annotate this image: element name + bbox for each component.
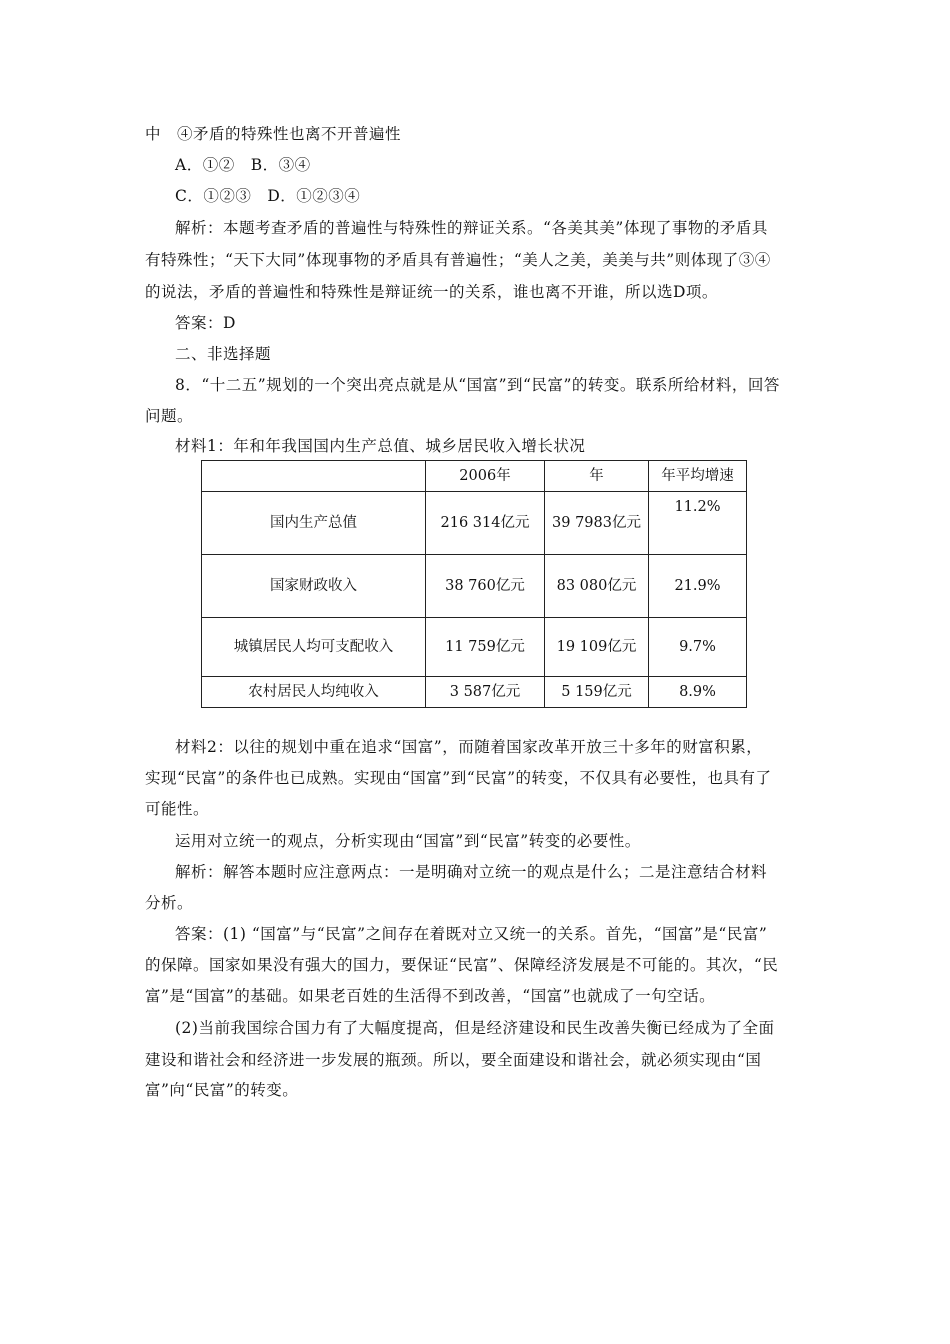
table-row <box>202 492 747 555</box>
question-line: 8．“十二五”规划的一个突出亮点就是从“国富”到“民富”的转变。联系所给材料，回答 <box>175 376 780 394</box>
row-label: 城镇居民人均可支配收入 <box>202 618 426 677</box>
cell-value: 38 760亿元 <box>426 555 545 618</box>
table-header-cell: 2006年 <box>426 461 545 492</box>
cell-value: 216 314亿元 <box>426 492 545 555</box>
table-header-cell <box>202 461 426 492</box>
answer-line: 富”向“民富”的转变。 <box>145 1081 299 1099</box>
cell-rate: 11.2% <box>649 492 747 555</box>
cell-rate: 9.7% <box>649 618 747 677</box>
material-line: 实现“民富”的条件也已成熟。实现由“国富”到“民富”的转变，不仅具有必要性，也具有了 <box>145 769 772 787</box>
analysis-line: 有特殊性；“天下大同”体现事物的矛盾具有普遍性；“美人之美，美美与共”则体现了③④ <box>145 251 771 269</box>
row-label: 农村居民人均纯收入 <box>202 677 426 708</box>
material-caption: 材料1：年和年我国国内生产总值、城乡居民收入增长状况 <box>175 437 586 455</box>
section-heading: 二、非选择题 <box>175 345 272 363</box>
answer-line: 建设和谐社会和经济进一步发展的瓶颈。所以，要全面建设和谐社会，就必须实现由“国 <box>145 1051 762 1069</box>
cell-value: 19 109亿元 <box>545 618 649 677</box>
question-line: 问题。 <box>145 407 194 425</box>
question-line: 运用对立统一的观点，分析实现由“国富”到“民富”转变的必要性。 <box>175 832 641 850</box>
table-row <box>202 677 747 708</box>
cell-value: 11 759亿元 <box>426 618 545 677</box>
table-row <box>202 555 747 618</box>
analysis-line: 分析。 <box>145 894 194 912</box>
row-label: 国家财政收入 <box>202 555 426 618</box>
option-line: A．①② B．③④ <box>175 156 311 174</box>
answer-line: 答案：(1) “国富”与“民富”之间存在着既对立又统一的关系。首先，“国富”是“民富” <box>175 925 768 943</box>
answer-line: 的保障。国家如果没有强大的国力，要保证“民富”、保障经济发展是不可能的。其次，“民 <box>145 956 779 974</box>
answer-line: (2)当前我国综合国力有了大幅度提高，但是经济建设和民生改善失衡已经成为了全面 <box>175 1019 775 1037</box>
text-line: 中 ④矛盾的特殊性也离不开普遍性 <box>145 125 402 143</box>
analysis-line: 解析：解答本题时应注意两点：一是明确对立统一的观点是什么；二是注意结合材料 <box>175 863 768 881</box>
answer-line: 答案：D <box>175 314 236 332</box>
cell-value: 5 159亿元 <box>545 677 649 708</box>
table-row <box>202 618 747 677</box>
table-header-cell: 年平均增速 <box>649 461 747 492</box>
table-header-cell: 年 <box>545 461 649 492</box>
cell-value: 39 7983亿元 <box>545 492 649 555</box>
answer-line: 富”是“国富”的基础。如果老百姓的生活得不到改善，“国富”也就成了一句空话。 <box>145 987 716 1005</box>
table-header-row <box>202 461 747 492</box>
cell-value: 3 587亿元 <box>426 677 545 708</box>
cell-rate: 8.9% <box>649 677 747 708</box>
data-table <box>201 460 747 708</box>
cell-rate: 21.9% <box>649 555 747 618</box>
option-line: C．①②③ D．①②③④ <box>175 187 361 205</box>
analysis-line: 解析：本题考查矛盾的普遍性与特殊性的辩证关系。“各美其美”体现了事物的矛盾具 <box>175 219 768 237</box>
row-label: 国内生产总值 <box>202 492 426 555</box>
cell-value: 83 080亿元 <box>545 555 649 618</box>
material-line: 材料2：以往的规划中重在追求“国富”，而随着国家改革开放三十多年的财富积累， <box>175 738 763 756</box>
material-line: 可能性。 <box>145 800 210 818</box>
analysis-line: 的说法，矛盾的普遍性和特殊性是辩证统一的关系，谁也离不开谁，所以选D项。 <box>145 283 718 301</box>
